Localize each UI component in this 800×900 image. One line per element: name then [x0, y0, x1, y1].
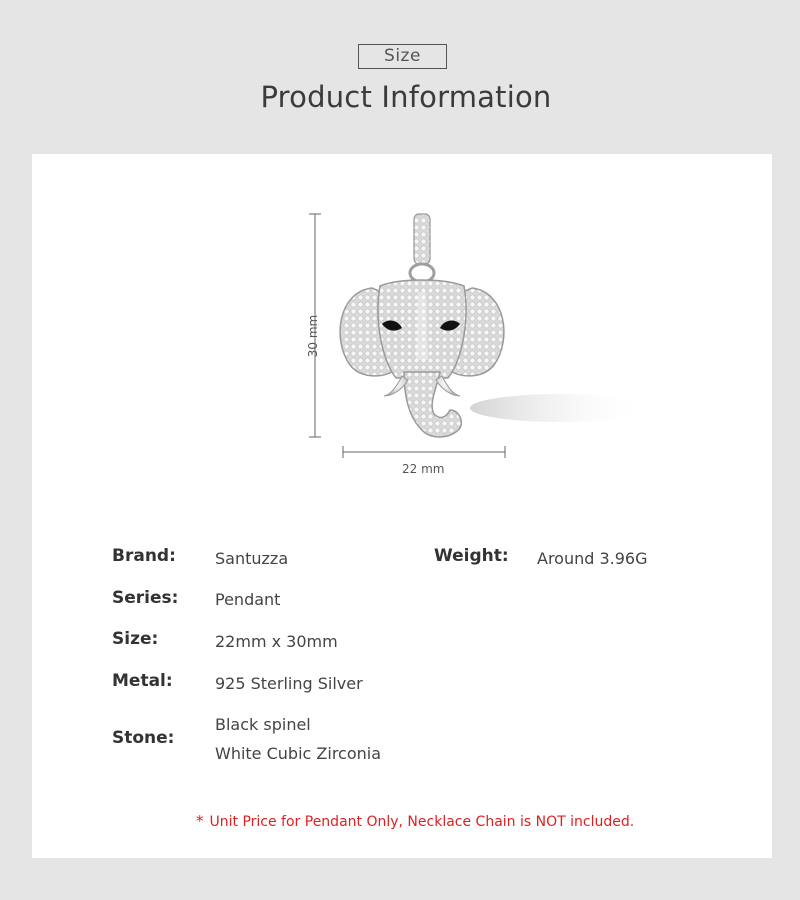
- metal-value: 925 Sterling Silver: [215, 674, 363, 693]
- stone-value-black-spinel: Black spinel: [215, 715, 311, 734]
- series-label: Series:: [112, 588, 179, 608]
- price-note: [196, 812, 634, 830]
- height-dimension-label: 30 mm: [306, 314, 321, 358]
- size-tag: Size: [358, 44, 447, 69]
- width-dimension-line: [343, 446, 505, 458]
- stone-label: Stone:: [112, 728, 175, 748]
- note-text: Unit Price for Pendant Only, Necklace Chain is NOT included.: [209, 814, 635, 830]
- metal-label: Metal:: [112, 671, 173, 691]
- width-dimension-label: 22 mm: [402, 462, 445, 476]
- note-asterisk: *: [196, 812, 204, 830]
- size-value: 22mm x 30mm: [215, 632, 338, 651]
- size-label: Size:: [112, 629, 159, 649]
- brand-label: Brand:: [112, 546, 176, 566]
- series-value: Pendant: [215, 590, 281, 609]
- elephant-pendant-icon: [340, 214, 650, 437]
- stone-value-cubic-zirconia: White Cubic Zirconia: [215, 744, 382, 763]
- page-title: Product Information: [260, 80, 552, 114]
- weight-value: Around 3.96G: [537, 549, 648, 568]
- weight-label: Weight:: [434, 546, 509, 566]
- brand-value: Santuzza: [215, 549, 289, 568]
